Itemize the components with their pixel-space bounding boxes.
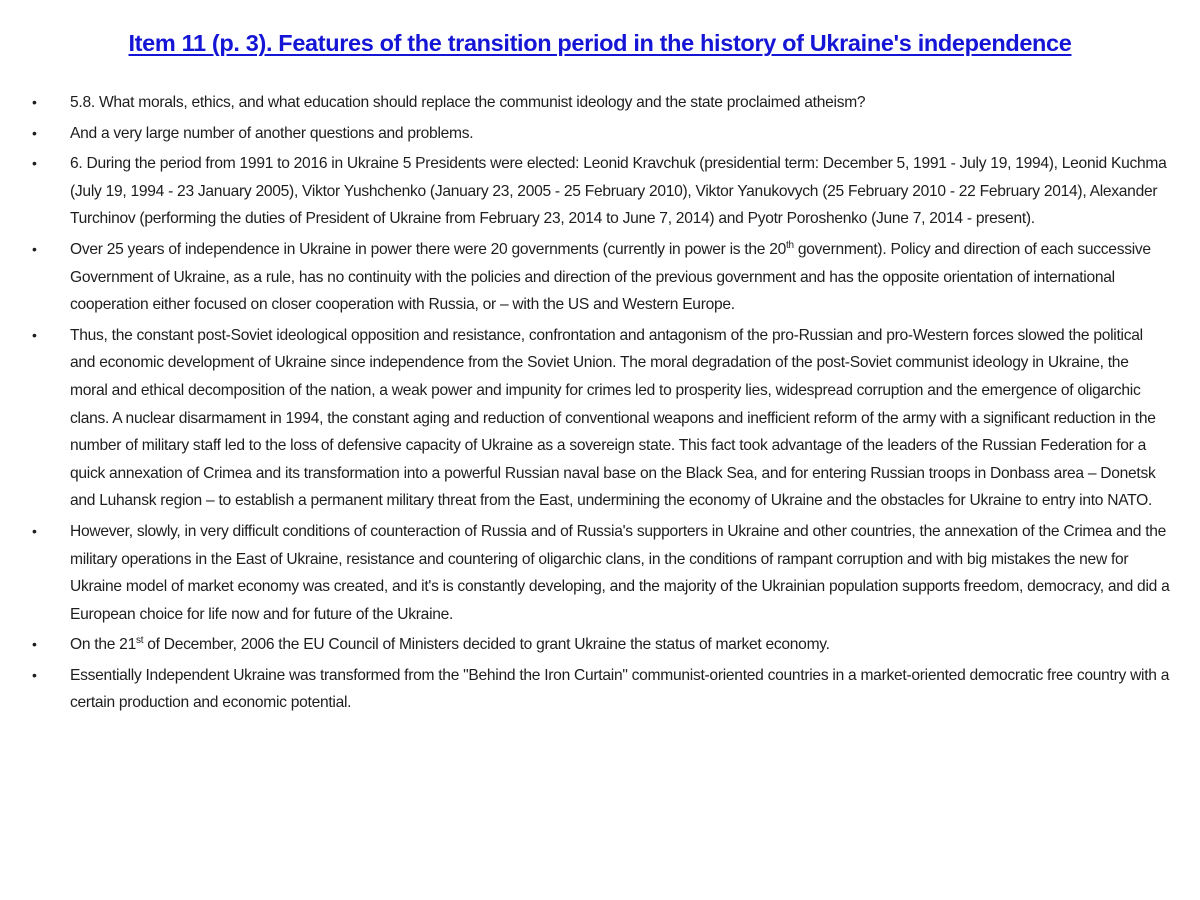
bullet-list: [30, 89, 1170, 720]
bullet-text-part: Over 25 years of independence in Ukraine in power there were 20 governments (currently in power is the 20: [70, 240, 787, 258]
bullet-text: [70, 241, 1151, 313]
bullet-text: [70, 636, 830, 653]
bullet-text-part: of December, 2006 the EU Council of Ministers decided to grant Ukraine the status of market economy.: [143, 636, 830, 654]
bullet-text: Essentially Independent Ukraine was transformed from the "Behind the Iron Curtain" communist-oriented countries in a market-oriented democratic free country with a certain production and economic potential.: [70, 666, 1170, 712]
ordinal-superscript: st: [135, 635, 144, 647]
bullet-item-eu-status: [30, 631, 1170, 659]
bullet-icon: •: [32, 94, 37, 110]
bullet-icon: •: [32, 636, 37, 653]
bullet-icon: •: [32, 155, 37, 172]
bullet-item-transformation: [30, 662, 1170, 717]
bullet-text: 6. During the period from 1991 to 2016 in Ukraine 5 Presidents were elected: Leonid Kravchuk (presidential term: December 5, 1991 - July 19, 1994), Leonid Kuchma (July 19, 1994 - 23 January 2005), Viktor Yushchenko (January 23, 2005 - 25 February 2010), Viktor Yanukovych (25 February 2010 - 22 February 2014), Alexander Turchinov (performing the duties of President of Ukraine from February 23, 2014 to June 7, 2014) and Pyotr Poroshenko (June 7, 2014 - present).: [70, 155, 1167, 228]
bullet-icon: •: [32, 522, 37, 539]
bullet-icon: •: [32, 124, 37, 141]
bullet-item-other-questions: [30, 120, 1170, 148]
bullet-text: 5.8. What morals, ethics, and what education should replace the communist ideology and the state proclaimed atheism?: [70, 94, 866, 111]
bullet-item-market-economy-created: [30, 518, 1170, 628]
bullet-item-question-morals: [30, 89, 1170, 117]
bullet-text-part: government). Policy and direction of each successive Government of Ukraine, as a rule, has no continuity with the policies and direction of the previous government and has the opposite orientation of international cooperation either focused on closer cooperation with Russia, or – with the US and Western Europe.: [70, 240, 1151, 314]
bullet-text: However, slowly, in very difficult conditions of counteraction of Russia and of Russia's supporters in Ukraine and other countries, the annexation of the Crimea and the military operations in the East of Ukraine, resistance and countering of oligarchic clans, in the conditions of rampant corruption and with big mistakes the new for Ukraine model of market economy was created, and it's is constantly developing, and the majority of the Ukrainian population supports freedom, democracy, and did a European choice for life now and for future of the Ukraine.: [70, 522, 1170, 623]
bullet-item-opposition: [30, 322, 1170, 515]
ordinal-superscript: th: [786, 239, 794, 251]
bullet-item-presidents: [30, 150, 1170, 233]
bullet-icon: •: [32, 326, 37, 343]
bullet-text: And a very large number of another questions and problems.: [70, 124, 474, 142]
bullet-item-governments: [30, 236, 1170, 319]
bullet-icon: •: [32, 666, 37, 683]
bullet-text-part: On the 21: [70, 636, 136, 654]
page-title[interactable]: Item 11 (p. 3). Features of the transition period in the history of Ukraine's independence: [128, 30, 1072, 56]
bullet-icon: •: [32, 240, 37, 257]
bullet-text: Thus, the constant post-Soviet ideological opposition and resistance, confrontation and antagonism of the pro-Russian and pro-Western forces slowed the political and economic development of Ukraine since independence from the Soviet Union. The moral degradation of the post-Soviet communist ideology in Ukraine, the moral and ethical decomposition of the nation, a weak power and impunity for crimes led to prosperity lies, widespread corruption and the emergence of oligarchic clans. A nuclear disarmament in 1994, the constant aging and reduction of conventional weapons and inefficient reform of the army with a significant reduction in the number of military staff led to the loss of defensive capacity of Ukraine as a sovereign state. This fact took advantage of the leaders of the Russian Federation for a quick annexation of Crimea and its transformation into a powerful Russian naval base on the Black Sea, and for entering Russian troops in Donbass area – Donetsk and Luhansk region – to establish a permanent military threat from the East, undermining the economy of Ukraine and the obstacles for Ukraine to entry into NATO.: [70, 326, 1156, 510]
